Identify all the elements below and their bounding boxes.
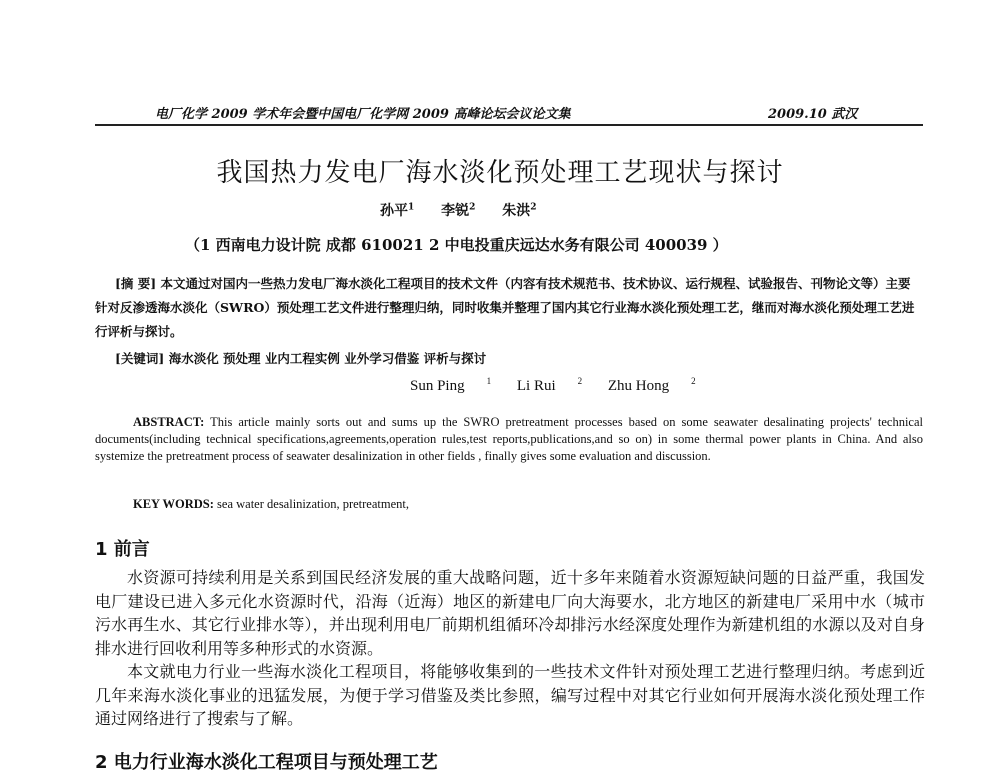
author-en-2: Li Rui $^2$ bbox=[516, 376, 583, 394]
running-header-right: 2009.10 武汉 bbox=[768, 107, 858, 122]
abstract-cn-label: [摘 要] bbox=[115, 276, 157, 291]
keywords-cn bbox=[115, 349, 915, 367]
abstract-cn bbox=[95, 272, 923, 344]
keywords-en-label: KEY WORDS: bbox=[133, 497, 214, 511]
authors-en bbox=[410, 376, 810, 395]
header-rule bbox=[95, 124, 923, 126]
keywords-cn-text: 海水淡化 预处理 业内工程实例 业外学习借鉴 评析与探讨 bbox=[168, 351, 487, 366]
section-1-paragraph: 水资源可持续利用是关系到国民经济发展的重大战略问题，近十多年来随着水资源短缺问题的日益严重，我国发电厂建设已进入多元化水资源时代，沿海（近海）地区的新建电厂向大海要水，北方地区的新建电厂采用中水（城市污水再生水、其它行业排水等），并出现利用电厂前期机组循环冷却排污水经深度处理作为新建机组的水源以及对自身排水进行回收利用等多种形式的水资源。 bbox=[95, 568, 925, 658]
abstract-en-label: ABSTRACT: bbox=[133, 415, 205, 429]
section-1-heading: 1 前言 bbox=[95, 539, 150, 560]
author-en-3: Zhu Hong $^2$ bbox=[607, 376, 696, 394]
abstract-en-text: This article mainly sorts out and sums up the SWRO pretreatment processes based on some seawater desalinating projects' technical documents(including technical specifications,agreements,operation rules,test reports,publications,and so on) in some thermal power plants in China. And also systemize the pretreatment process of seawater desalinization in other fields , finally gives some evaluation and discussion. bbox=[95, 415, 923, 463]
author-cn-1: 孙平$^1$ bbox=[380, 202, 415, 219]
author-cn-2: 李锐$^2$ bbox=[441, 202, 476, 219]
section-2-heading: 2 电力行业海水淡化工程项目与预处理工艺 bbox=[95, 752, 438, 773]
keywords-en-text: sea water desalinization, pretreatment, bbox=[217, 497, 409, 511]
keywords-en bbox=[133, 497, 933, 512]
paper-title: 我国热力发电厂海水淡化预处理工艺现状与探讨 bbox=[216, 158, 784, 188]
authors-cn bbox=[380, 200, 700, 220]
abstract-en bbox=[95, 414, 923, 465]
author-en-1: Sun Ping $^1$ bbox=[410, 376, 492, 394]
running-header-left: 电厂化学 2009 学术年会暨中国电厂化学网 2009 高峰论坛会议论文集 bbox=[155, 107, 571, 122]
abstract-cn-text: 本文通过对国内一些热力发电厂海水淡化工程项目的技术文件（内容有技术规范书、技术协议、运行规程、试验报告、刊物论文等）主要针对反渗透海水淡化（SWRO）预处理工艺文件进行整理归纳，同时收集并整理了国内其它行业海水淡化预处理工艺，继而对海水淡化预处理工艺进行评析与探讨。 bbox=[95, 276, 915, 339]
author-cn-3: 朱洪$^2$ bbox=[502, 202, 537, 219]
keywords-cn-label: [关键词] bbox=[115, 351, 165, 366]
section-1-paragraph: 本文就电力行业一些海水淡化工程项目，将能够收集到的一些技术文件针对预处理工艺进行整理归纳。考虑到近几年来海水淡化事业的迅猛发展，为便于学习借鉴及类比参照，编写过程中对其它行业如何开展海水淡化预处理工作通过网络进行了搜索与了解。 bbox=[95, 662, 925, 728]
affiliation: （1 西南电力设计院 成都 610021 2 中电投重庆远达水务有限公司 400039 ） bbox=[185, 236, 728, 254]
section-1-body bbox=[95, 566, 925, 731]
